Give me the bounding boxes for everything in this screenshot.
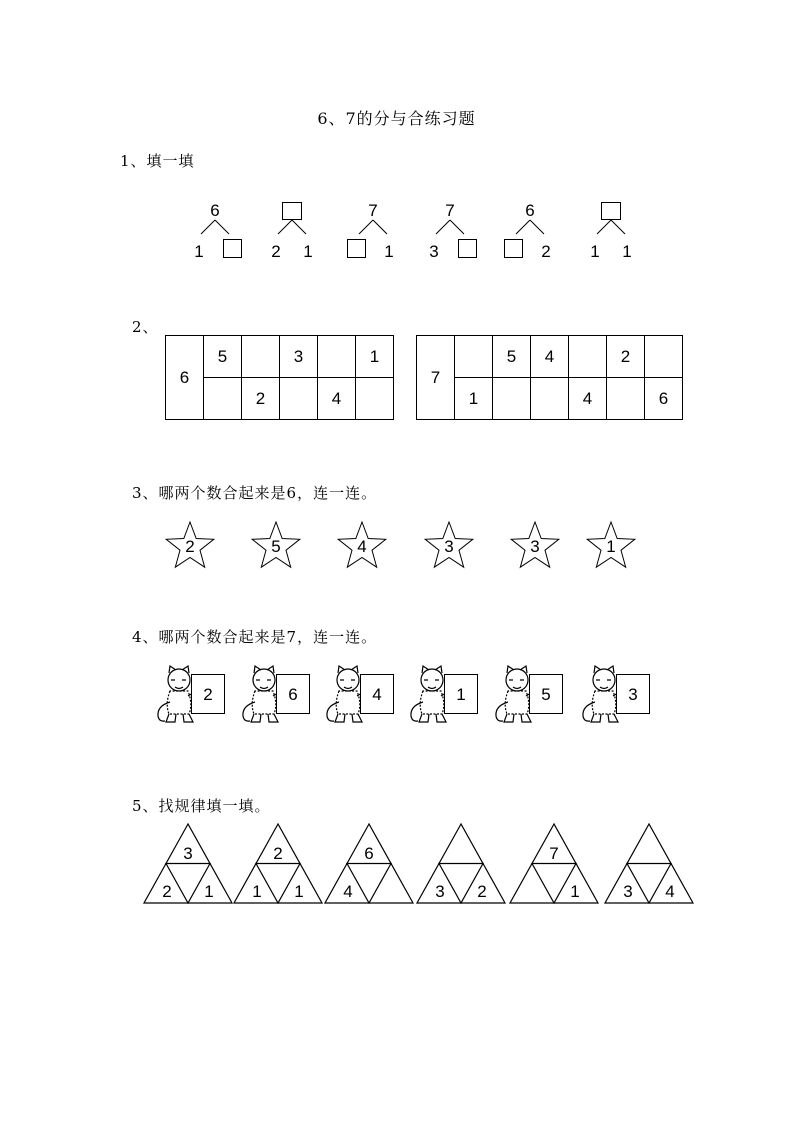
bond-left-blank[interactable] [347, 239, 366, 258]
bond-right-number: 1 [384, 242, 394, 261]
triangle-right-number: 1 [294, 882, 304, 901]
table-cell: 2 [242, 378, 280, 420]
star-number: 2 [185, 537, 195, 556]
triangle-top-number: 2 [273, 843, 283, 863]
table-cell: 1 [356, 336, 394, 378]
bond-right-number: 1 [303, 242, 313, 261]
triangle-left-number: 1 [252, 882, 262, 901]
number-card[interactable]: 5 [529, 674, 563, 714]
number-card[interactable]: 2 [191, 674, 225, 714]
number-triangle [319, 822, 419, 907]
bond-left-number: 3 [429, 242, 439, 261]
table-cell: 5 [493, 336, 531, 378]
star-number: 1 [606, 537, 616, 556]
number-triangle [228, 822, 328, 907]
table-cell: 2 [607, 336, 645, 378]
table-head-cell: 6 [166, 336, 204, 420]
number-triangle [411, 822, 511, 907]
table-cell[interactable] [356, 378, 394, 420]
table-cell[interactable] [455, 336, 493, 378]
table-cell[interactable] [645, 336, 683, 378]
bond-branches [185, 220, 245, 240]
number-triangle [504, 822, 604, 907]
triangle-left-number: 3 [435, 882, 445, 901]
table-cell[interactable] [318, 336, 356, 378]
table-cell: 1 [455, 378, 493, 420]
triangle-right-number: 1 [570, 882, 580, 901]
table-cell[interactable] [531, 378, 569, 420]
bond-left-number: 2 [271, 242, 281, 261]
question-3-label: 3、哪两个数合起来是6，连一连。 [132, 484, 378, 502]
bond-top-blank[interactable] [601, 202, 621, 220]
number-triangle [138, 822, 238, 907]
star-number: 3 [444, 537, 454, 556]
table-cell[interactable] [242, 336, 280, 378]
triangle-top-number: 6 [364, 843, 374, 863]
triangle-right-number: 1 [204, 882, 214, 901]
triangle-left-number: 3 [623, 882, 633, 901]
question-4-label: 4、哪两个数合起来是7，连一连。 [132, 628, 378, 646]
table-cell: 5 [204, 336, 242, 378]
question-1-label: 1、填一填 [120, 152, 195, 170]
triangle-left-number: 4 [343, 882, 353, 901]
triangle-left-number: 2 [162, 882, 172, 901]
star-number: 3 [530, 537, 540, 556]
table-cell: 4 [531, 336, 569, 378]
question-2-label: 2、 [132, 318, 159, 336]
number-card[interactable]: 6 [276, 674, 310, 714]
split-table-6 [165, 335, 394, 420]
bond-right-blank[interactable] [458, 239, 477, 258]
bond-branches [581, 220, 641, 240]
bond-right-number: 2 [541, 242, 551, 261]
table-cell[interactable] [204, 378, 242, 420]
triangle-right-number: 4 [665, 882, 675, 901]
split-table-7 [416, 335, 683, 420]
bond-branches [262, 220, 322, 240]
number-triangle [599, 822, 699, 907]
number-card[interactable]: 4 [360, 674, 394, 714]
triangle-right-number: 2 [477, 882, 487, 901]
number-card[interactable]: 3 [616, 674, 650, 714]
bond-left-number: 1 [194, 242, 204, 261]
bond-left-number: 1 [590, 242, 600, 261]
triangle-top-number: 3 [183, 843, 193, 863]
bond-top-number: 6 [525, 201, 535, 220]
table-cell: 4 [318, 378, 356, 420]
bond-left-blank[interactable] [504, 239, 523, 258]
table-cell[interactable] [280, 378, 318, 420]
bond-branches [500, 220, 560, 240]
bond-top-number: 7 [445, 201, 455, 220]
number-card[interactable]: 1 [444, 674, 478, 714]
page-title: 6、7的分与合练习题 [317, 109, 476, 128]
table-cell: 4 [569, 378, 607, 420]
star-number: 5 [271, 537, 281, 556]
bond-top-number: 6 [210, 201, 220, 220]
bond-branches [343, 220, 403, 240]
question-5-label: 5、找规律填一填。 [132, 797, 271, 815]
triangle-top-number: 7 [549, 843, 559, 863]
bond-right-number: 1 [622, 242, 632, 261]
bond-top-blank[interactable] [282, 202, 302, 220]
table-cell[interactable] [493, 378, 531, 420]
bond-branches [420, 220, 480, 240]
table-cell: 3 [280, 336, 318, 378]
bond-right-blank[interactable] [223, 239, 242, 258]
bond-top-number: 7 [368, 201, 378, 220]
table-cell: 6 [645, 378, 683, 420]
table-head-cell: 7 [417, 336, 455, 420]
star-number: 4 [357, 537, 367, 556]
table-cell[interactable] [569, 336, 607, 378]
table-cell[interactable] [607, 378, 645, 420]
